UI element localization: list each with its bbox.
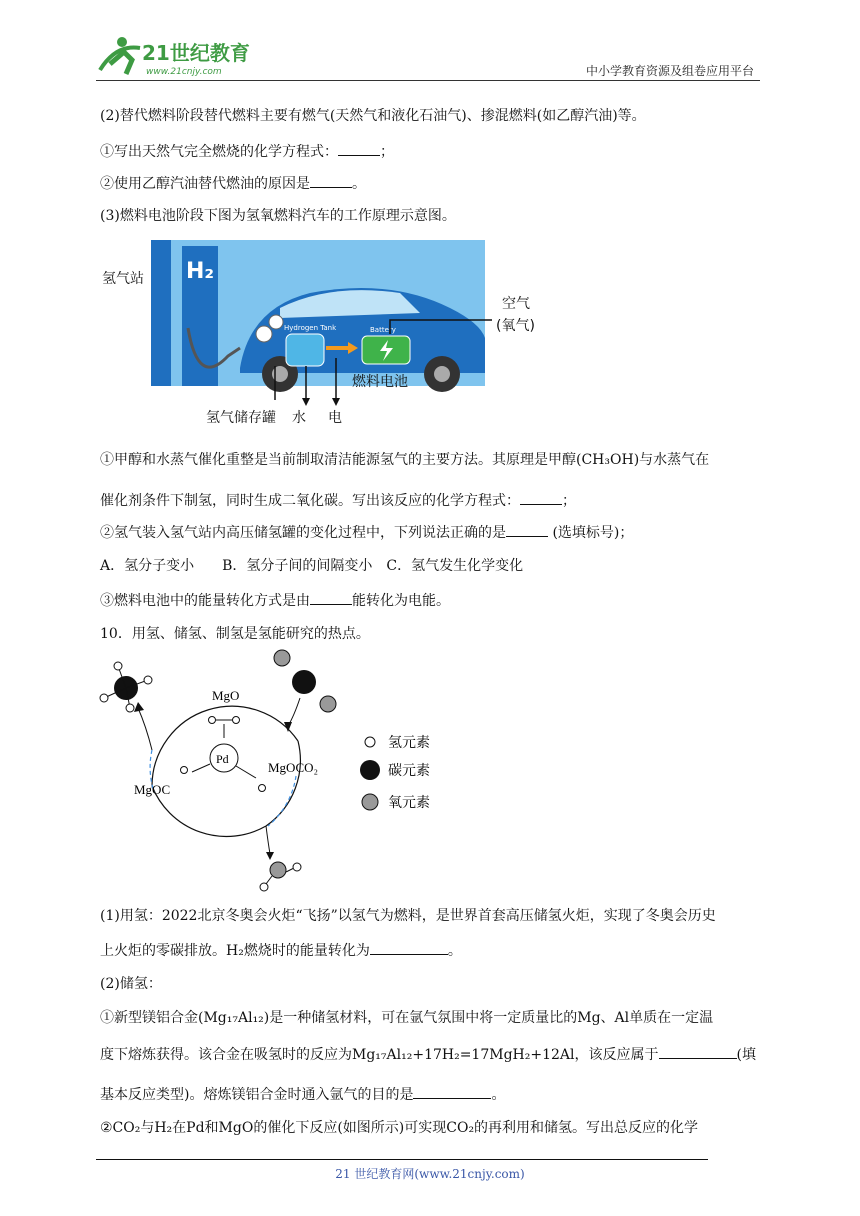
oxygen-label: (氧气) (496, 318, 535, 334)
fuel-cell-label: 燃料电池 (352, 374, 408, 390)
header-slogan: 中小学教育资源及组卷应用平台 (585, 64, 754, 78)
h2-sign: H₂ (186, 259, 215, 284)
answer-blank[interactable] (370, 940, 448, 955)
q10-2-1-text3: (填 (736, 1047, 756, 1063)
hydrogen-bubble-icon (269, 315, 283, 329)
q3-3 (100, 590, 450, 611)
q3-1-line2 (100, 490, 576, 511)
q10-1-text: 上火炬的零碳排放。H₂燃烧时的能量转化为 (100, 943, 370, 959)
q2-1-end: ； (380, 144, 394, 160)
q10-1-line2 (100, 940, 462, 961)
q10-2-1-text2: ，该反应属于 (574, 1047, 659, 1063)
q10-2-1-line3 (100, 1084, 505, 1105)
hydrogen-bubble-icon (256, 326, 272, 342)
mgo-label: MgO (212, 688, 240, 703)
hydrogen-tank (286, 334, 324, 366)
methanol-formula: CH₃OH (581, 452, 634, 468)
q3-1-text2: )与水蒸气在 (633, 452, 710, 468)
q3-1-text3: 催化剂条件下制氢，同时生成二氧化碳。写出该反应的化学方程式： (100, 493, 520, 509)
q2-2 (100, 173, 366, 194)
answer-blank[interactable] (310, 590, 352, 605)
q2-2-text: ②使用乙醇汽油替代燃油的原因是 (100, 176, 310, 192)
footer-text: 21 世纪教育网(www.21cnjy.com) (335, 1167, 525, 1181)
legend-oxygen: 氧元素 (388, 795, 430, 811)
q3-3-text: ③燃料电池中的能量转化方式是由 (100, 593, 310, 609)
station-wall (151, 240, 171, 386)
air-label: 空气 (502, 296, 530, 312)
q10-2-title: (2)储氢： (100, 976, 162, 992)
water-molecule-icon (270, 862, 286, 878)
q3-1-text: ①甲醇和水蒸气催化重整是当前制取清洁能源氢气的主要方法。其原理是甲醇( (100, 452, 582, 468)
answer-blank[interactable] (659, 1044, 737, 1059)
oxygen-atom-icon (320, 696, 336, 712)
answer-blank[interactable] (310, 173, 352, 188)
legend-hydrogen: 氢元素 (388, 735, 430, 751)
q3-1-end: ； (562, 493, 576, 509)
catalytic-cycle-figure (96, 646, 446, 894)
battery-text: Battery (370, 326, 396, 334)
q10-2-1-text: 度下熔炼获得。该合金在吸氢时的反应为 (100, 1047, 352, 1063)
tank-label: 氢气储存罐 (206, 410, 276, 426)
q10-2-2: ②CO₂与H₂在Pd和MgO的催化下反应(如图所示)可实现CO₂的再利用和储氢。写出总反应的化学 (100, 1120, 699, 1136)
logo-text: 21世纪教育 (142, 41, 250, 65)
page-header (96, 34, 760, 82)
q3-options: A．氢分子变小 B．氢分子间的间隔变小 C．氢气发生化学变化 (100, 558, 524, 574)
mgoco2-label: MgOCO₂ (268, 760, 319, 775)
q2-2-end: 。 (352, 176, 366, 192)
q3-3-end: 能转化为电能。 (352, 593, 450, 609)
legend-carbon: 碳元素 (388, 763, 430, 779)
q3-2-end: (选填标号)； (548, 525, 634, 541)
logo-url: www.21cnjy.com (146, 67, 222, 77)
oxygen-atom-icon (274, 650, 290, 666)
q10-1-end: 。 (447, 943, 462, 959)
q3-2 (100, 522, 633, 543)
water-label: 水 (292, 410, 306, 426)
q10-2-1-text4: 基本反应类型)。熔炼镁铝合金时通入氩气的目的是 (100, 1087, 414, 1103)
q3-1-line1 (100, 450, 709, 470)
tank-text: Hydrogen Tank (284, 324, 337, 332)
site-logo (96, 34, 266, 78)
carbon-atom-icon (292, 670, 316, 694)
answer-blank[interactable] (413, 1084, 491, 1099)
alloy-equation: Mg₁₇Al₁₂+17H₂=17MgH₂+12Al (352, 1047, 575, 1063)
q3-2-text: ②氢气装入氢气站内高压储氢罐的变化过程中，下列说法正确的是 (100, 525, 506, 541)
oxygen-legend-icon (362, 794, 378, 810)
header-divider (96, 80, 760, 81)
station-label: 氢气站 (102, 271, 144, 287)
mgoc-label: MgOC (134, 782, 171, 797)
q10-2-1-end: 。 (491, 1087, 506, 1103)
answer-blank[interactable] (506, 522, 548, 537)
electric-label: 电 (328, 410, 342, 426)
q2-intro: (2)替代燃料阶段替代燃料主要有燃气(天然气和液化石油气)、掺混燃料(如乙醇汽油)等。 (100, 108, 646, 124)
hydrogen-legend-icon (365, 737, 375, 747)
q10-2-1-line2 (100, 1044, 756, 1065)
q3-intro: (3)燃料电池阶段下图为氢氧燃料汽车的工作原理示意图。 (100, 208, 456, 224)
q10-title: 10．用氢、储氢、制氢是氢能研究的热点。 (100, 626, 370, 642)
q2-1-text: ①写出天然气完全燃烧的化学方程式： (100, 144, 338, 160)
pd-label: Pd (216, 752, 229, 766)
answer-blank[interactable] (520, 490, 562, 505)
q10-2-1-line1: ①新型镁铝合金(Mg₁₇Al₁₂)是一种储氢材料，可在氩气氛围中将一定质量比的Mg、Al单质在一定温 (100, 1010, 714, 1026)
q2-1 (100, 141, 394, 162)
carbon-legend-icon (360, 760, 380, 780)
footer-divider (96, 1159, 708, 1160)
answer-blank[interactable] (338, 141, 380, 156)
q10-1-line1: (1)用氢：2022北京冬奥会火炬“飞扬”以氢气为燃料，是世界首套高压储氢火炬，实现了冬奥会历史 (100, 908, 716, 924)
fuel-cell-car-figure (100, 238, 535, 438)
